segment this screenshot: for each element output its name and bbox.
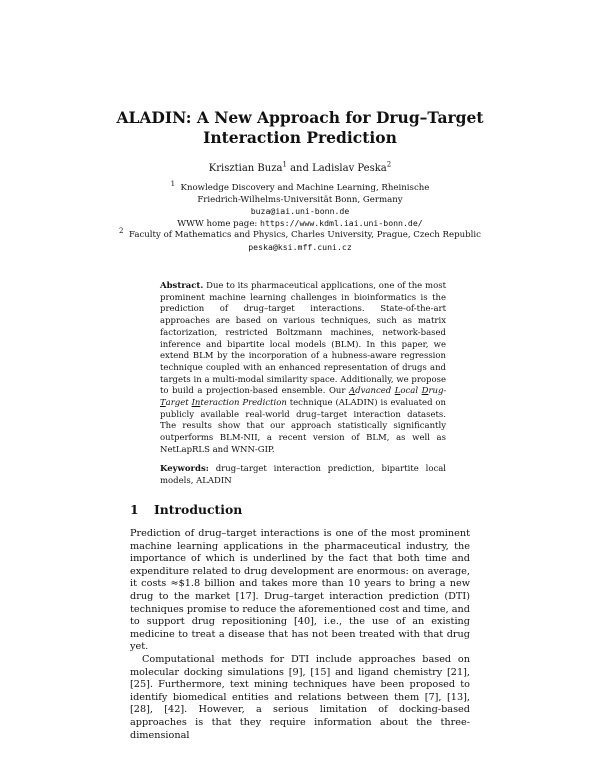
section-title: Introduction: [154, 502, 243, 517]
paper-title: [0, 108, 600, 148]
abstract-text-1: Due to its pharmaceutical applications, one of the most prominent machine learning challenges in bioinformatics is the prediction of drug–target interactions. State-of-the-art approaches are based on various techniques, such as matrix factorization, restricted Boltzmann machines, network-based inference and bipartite local models (BLM). In this paper, we extend BLM by the incorporation of a hubness-aware regression technique coupled with an enhanced representation of drugs and targets in a multi-modal similarity space. Additionally, we propose to build a projection-based ensemble. Our: [160, 281, 446, 397]
title-line-2: Interaction Prediction: [203, 128, 397, 147]
affiliation-1-line-1: $^1$ Knowledge Discovery and Machine Learning, Rheinische: [170, 180, 430, 193]
abstract-text-2: technique (ALADIN) is evaluated on publicly available real-world drug–target interaction datasets. The results show that our approach statistically significantly outperforms BLM-NII, a recent version of BLM, as well as NetLapRLS and WNN-GIP.: [160, 398, 446, 455]
author-conjunction: and: [286, 163, 313, 174]
affiliations: [0, 180, 600, 254]
affiliation-2-email[interactable]: peska@ksi.mff.cuni.cz: [248, 241, 352, 252]
author-1: Krisztian Buza: [208, 163, 283, 174]
author-1-affil-marker: 1: [282, 160, 287, 169]
method-name: Advanced Local Drug-Target Interaction Prediction: [160, 386, 446, 409]
author-2-affil-marker: 2: [386, 160, 392, 169]
introduction-body: [130, 528, 470, 742]
keywords: [160, 464, 446, 487]
section-heading-introduction: [130, 502, 242, 517]
paragraph-2: Computational methods for DTI include approaches based on molecular docking simulations [9], [15] and ligand chemistry [21], [25]. Furthermore, text mining techniques have been proposed to identify biomedical entities and relations between them [7], [13], [28], [42]. However, a serious limitation of docking-based approaches is that they require information about the three-dimensional: [130, 653, 470, 741]
abstract-label: Abstract.: [160, 281, 204, 291]
affiliation-2-line-1: $^2$ Faculty of Mathematics and Physics, Charles University, Prague, Czech Republic: [119, 227, 481, 241]
author-list: [0, 160, 600, 174]
affiliation-1-marker: 1: [170, 180, 176, 189]
keywords-text: drug–target interaction prediction, bipartite local models, ALADIN: [160, 464, 446, 486]
keywords-label: Keywords:: [160, 464, 209, 474]
homepage-line: [0, 218, 600, 231]
homepage-label: WWW home page:: [177, 218, 261, 229]
author-2: Ladislav Peska: [312, 163, 387, 174]
affiliation-1-email[interactable]: buza@iai.uni-bonn.de: [250, 206, 350, 217]
title-line-1: ALADIN: A New Approach for Drug–Target: [116, 108, 484, 127]
homepage-link[interactable]: https://www.kdml.iai.uni-bonn.de/: [260, 217, 423, 228]
paragraph-1: Prediction of drug–target interactions is one of the most prominent machine learning applications in the pharmaceutical industry, the importance of which is underlined by the fact that both time and expenditure related to drug development are enormous: on average, it costs ≈$1.8 billion and takes more than 10 years to bring a new drug to the market [17]. Drug–target interaction prediction (DTI) techniques promise to reduce the aforementioned cost and time, and to support drug repositioning [40], i.e., the use of an existing medicine to treat a disease that has not been treated with that drug yet.: [130, 528, 470, 653]
affiliation-2-marker: 2: [119, 227, 124, 236]
affiliation-1-line-2: Friedrich-Wilhelms-Universität Bonn, Germany: [197, 194, 403, 205]
abstract: [160, 281, 446, 457]
section-number: 1: [130, 502, 139, 517]
